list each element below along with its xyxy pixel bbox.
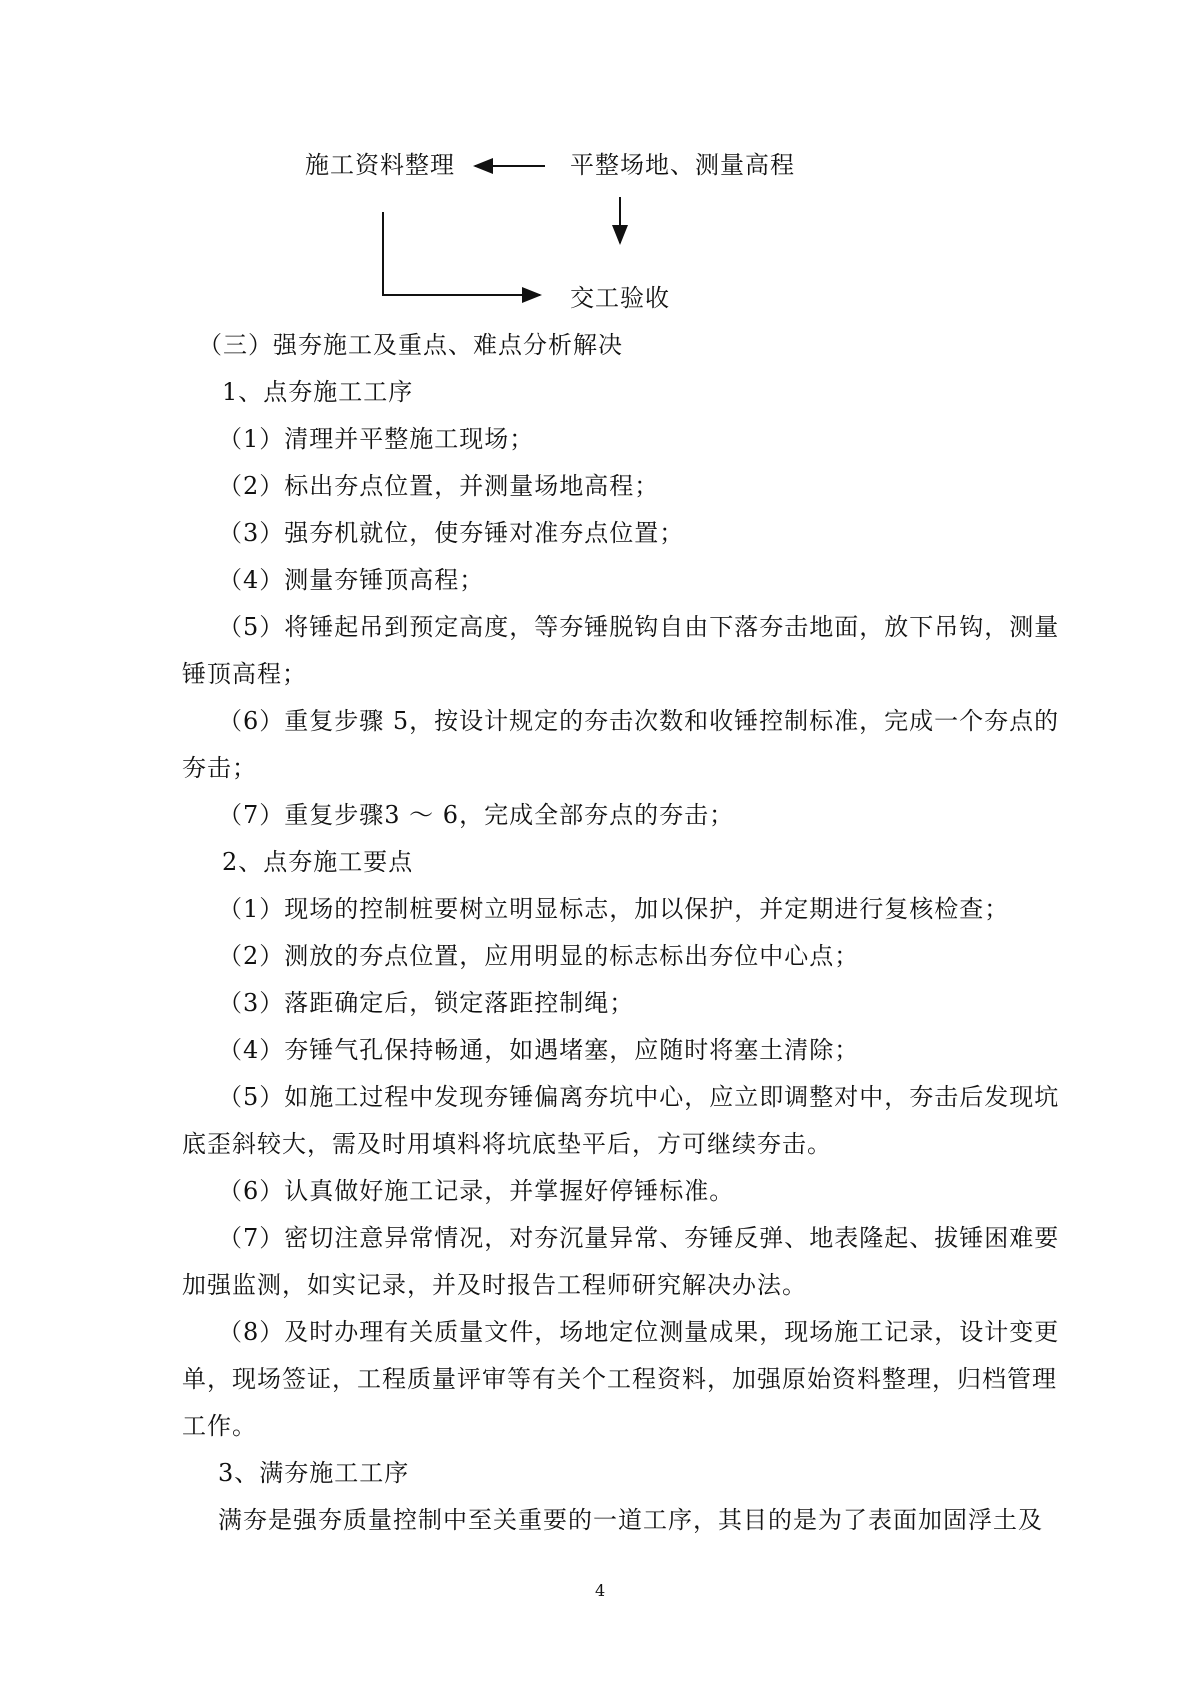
text-line: 工作。 — [182, 1412, 257, 1440]
text-line: 夯击； — [182, 754, 257, 782]
flow-box-right: 平整场地、测量高程 — [570, 151, 795, 179]
connector-l — [383, 212, 540, 295]
text-line: 锤顶高程； — [182, 660, 307, 688]
text-line: （4）测量夯锤顶高程； — [218, 566, 485, 594]
subheading-2: 2、点夯施工要点 — [222, 848, 414, 876]
text-line: （7）重复步骤3 ～ 6，完成全部夯点的夯击； — [218, 801, 735, 829]
text-line: （8）及时办理有关质量文件，场地定位测量成果，现场施工记录，设计变更 — [218, 1318, 1060, 1346]
text-line: （4）夯锤气孔保持畅通，如遇堵塞，应随时将塞土清除； — [218, 1036, 860, 1064]
subheading-1: 1、点夯施工工序 — [222, 378, 414, 406]
page-number: 4 — [595, 1581, 606, 1600]
flow-box-left: 施工资料整理 — [305, 151, 455, 179]
text-line: （1）清理并平整施工现场； — [218, 425, 535, 453]
text-line: （2）标出夯点位置，并测量场地高程； — [218, 472, 660, 500]
text-line: 满夯是强夯质量控制中至关重要的一道工序，其目的是为了表面加固浮土及 — [218, 1506, 1043, 1534]
text-line: （7）密切注意异常情况，对夯沉量异常、夯锤反弹、地表隆起、拔锤困难要 — [218, 1224, 1060, 1252]
text-line: （2）测放的夯点位置，应用明显的标志标出夯位中心点； — [218, 942, 860, 970]
section-heading: （三）强夯施工及重点、难点分析解决 — [198, 331, 623, 359]
text-line: （3）强夯机就位，使夯锤对准夯点位置； — [218, 519, 685, 547]
text-line: 底歪斜较大，需及时用填料将坑底垫平后，方可继续夯击。 — [182, 1130, 832, 1158]
flow-arrows — [0, 0, 1200, 330]
text-line: （6）认真做好施工记录，并掌握好停锤标准。 — [218, 1177, 735, 1205]
text-line: （6）重复步骤 5，按设计规定的夯击次数和收锤控制标准，完成一个夯点的 — [218, 707, 1060, 735]
text-line: （1）现场的控制桩要树立明显标志，加以保护，并定期进行复核检查； — [218, 895, 1010, 923]
flow-box-bottom: 交工验收 — [570, 284, 670, 312]
text-line: 单，现场签证，工程质量评审等有关个工程资料，加强原始资料整理，归档管理 — [182, 1365, 1057, 1393]
text-line: （5）将锤起吊到预定高度，等夯锤脱钩自由下落夯击地面，放下吊钩，测量 — [218, 613, 1060, 641]
text-line: 加强监测，如实记录，并及时报告工程师研究解决办法。 — [182, 1271, 807, 1299]
text-line: （3）落距确定后，锁定落距控制绳； — [218, 989, 635, 1017]
text-line: （5）如施工过程中发现夯锤偏离夯坑中心，应立即调整对中，夯击后发现坑 — [218, 1083, 1060, 1111]
subheading-3: 3、满夯施工工序 — [218, 1459, 410, 1487]
